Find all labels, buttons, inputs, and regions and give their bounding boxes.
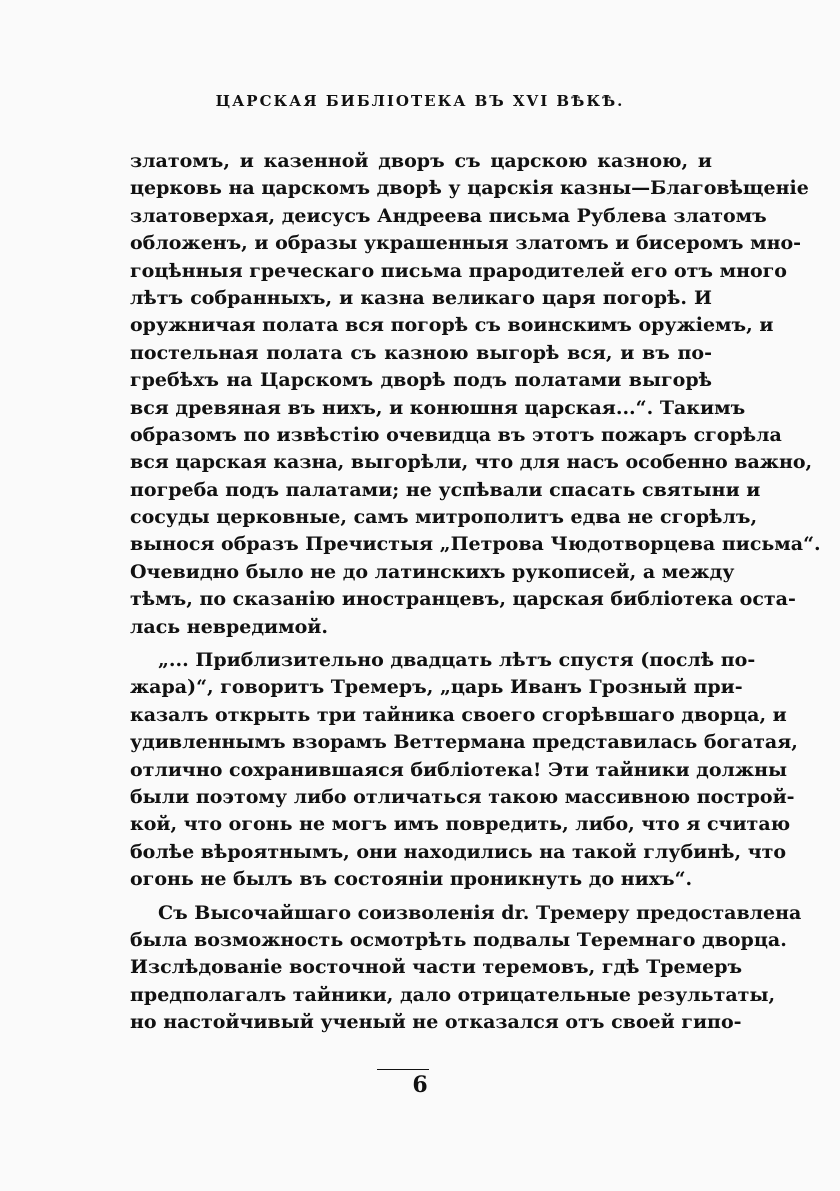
text-line: оружничая полата вся погорѣ съ воинскимъ оружіемъ, и — [130, 314, 774, 337]
text-line: постельная полата съ казною выгорѣ вся, и въ по- — [130, 341, 712, 364]
text-line: жара)“, говоритъ Тремеръ, „царь Иванъ Грозный при- — [130, 676, 743, 699]
text-line: „... Приблизительно двадцать лѣтъ спустя (послѣ по- — [158, 649, 756, 672]
text-line: вся царская казна, выгорѣли, что для насъ особенно важно, — [130, 451, 813, 474]
text-line: казалъ открыть три тайника своего сгорѣвшаго дворца, и — [130, 703, 787, 726]
text-line: Изслѣдованіе восточной части теремовъ, гдѣ Тремеръ — [130, 956, 743, 979]
running-head: ЦАРСКАЯ БИБЛІОТЕКА ВЪ XVI ВѢКѢ. — [215, 92, 625, 110]
page-number-rule — [377, 1069, 429, 1070]
text-line: обложенъ, и образы украшенныя златомъ и бисеромъ мно- — [130, 232, 802, 255]
page-number: 6 — [412, 1072, 428, 1098]
text-line: была возможность осмотрѣть подвалы Теремнаго дворца. — [130, 928, 787, 951]
text-line: церковь на царскомъ дворѣ у царскія казны—Благовѣщеніе — [130, 177, 809, 200]
text-line: отлично сохранившаяся библіотека! Эти тайники должны — [130, 758, 788, 781]
body-text — [130, 148, 821, 1037]
text-line: Съ Высочайшаго соизволенія dr. Тремеру предоставлена — [158, 901, 802, 924]
text-line: сосуды церковные, самъ митрополитъ едва не сгорѣлъ, — [130, 506, 758, 529]
text-line: кой, что огонь не могъ имъ повредить, либо, что я считаю — [130, 813, 791, 836]
text-line: но настойчивый ученый не отказался отъ своей гипо- — [130, 1011, 742, 1034]
text-line: огонь не былъ въ состояніи проникнуть до нихъ“. — [130, 868, 693, 891]
text-line: златомъ, и казенной дворъ съ царскою казною, и — [130, 150, 712, 172]
text-line: были поэтому либо отличаться такою массивною построй- — [130, 785, 795, 808]
text-line: Очевидно было не до латинскихъ рукописей, а между — [130, 560, 735, 583]
text-line: лѣтъ собранныхъ, и казна великаго царя погорѣ. И — [130, 286, 712, 309]
text-line: образомъ по извѣстію очевидца въ этотъ пожаръ сгорѣла — [130, 423, 782, 446]
text-line: вся древяная въ нихъ, и конюшня царская...“. Такимъ — [130, 396, 746, 419]
text-line: предполагалъ тайники, дало отрицательные результаты, — [130, 983, 776, 1006]
text-line: тѣмъ, по сказанію иностранцевъ, царская библіотека оста- — [130, 588, 796, 611]
text-line: лась невредимой. — [130, 615, 328, 638]
text-line: златоверхая, деисусъ Андреева письма Рублева златомъ — [130, 204, 767, 227]
text-line: гребѣхъ на Царскомъ дворѣ подъ полатами выгорѣ — [130, 369, 712, 392]
text-line: удивленнымъ взорамъ Веттермана представилась богатая, — [130, 731, 798, 754]
text-line: гоцѣнныя греческаго письма прародителей его отъ много — [130, 259, 787, 282]
text-line: погреба подъ палатами; не успѣвали спасать святыни и — [130, 478, 761, 501]
text-line: вынося образъ Пречистыя „Петрова Чюдотворцева письма“. — [130, 533, 821, 556]
text-line: болѣе вѣроятнымъ, они находились на такой глубинѣ, что — [130, 840, 787, 863]
